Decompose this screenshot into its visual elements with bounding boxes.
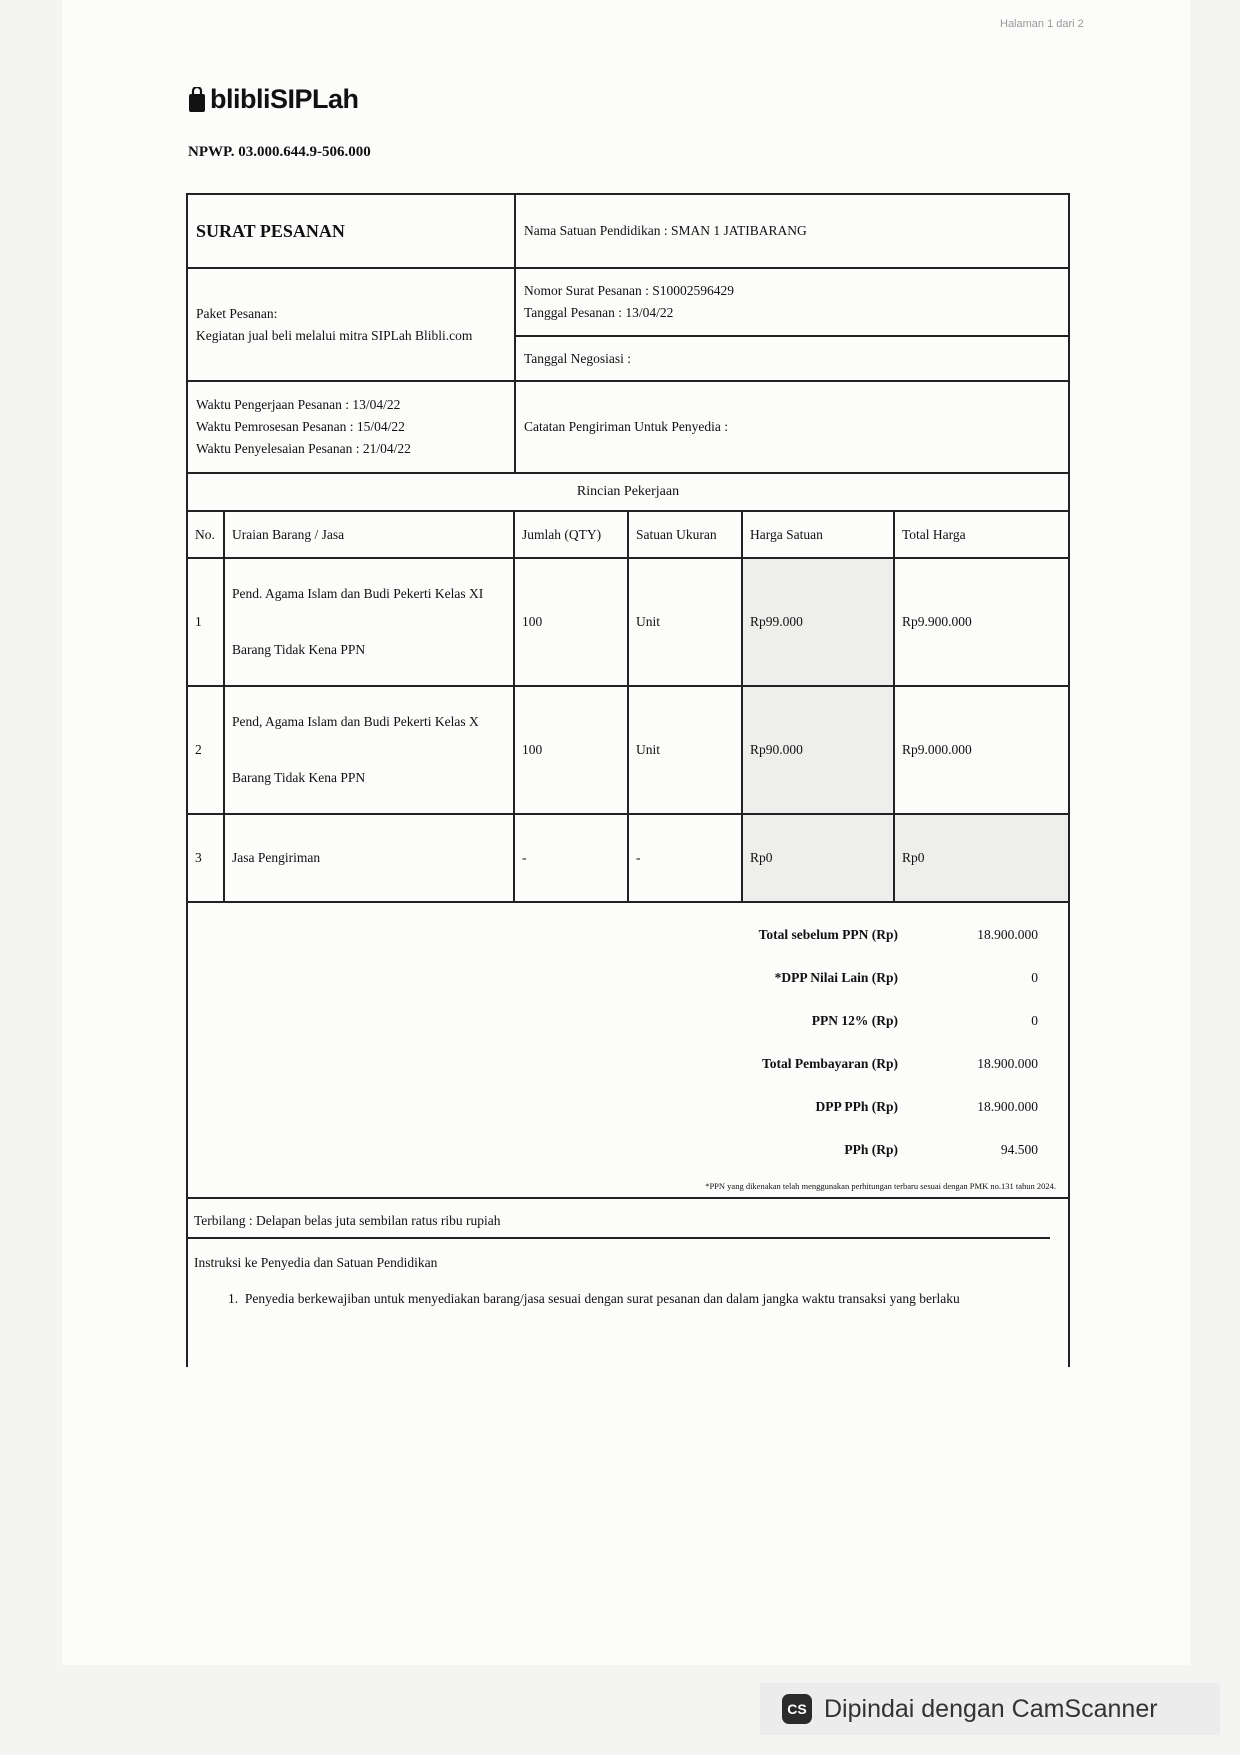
work-time: Waktu Pengerjaan Pesanan : 13/04/22	[196, 397, 401, 412]
item-name: Pend. Agama Islam dan Budi Pekerti Kelas XI	[232, 586, 484, 601]
col-no: No.	[188, 512, 224, 558]
item-unit: Unit	[628, 558, 742, 686]
school-name: Nama Satuan Pendidikan : SMAN 1 JATIBARANG	[524, 223, 807, 238]
total-before-ppn-row	[188, 913, 1068, 956]
item-qty: -	[514, 814, 628, 902]
page-number: Halaman 1 dari 2	[1000, 18, 1084, 30]
item-total: Rp9.900.000	[894, 558, 1068, 686]
dpp-pph-row	[188, 1085, 1068, 1128]
instructions-title: Instruksi ke Penyedia dan Satuan Pendidikan	[194, 1255, 438, 1270]
order-number: Nomor Surat Pesanan : S10002596429	[524, 283, 734, 298]
pph-value: 94.500	[1000, 1141, 1038, 1157]
dpp-pph-label: DPP PPh (Rp)	[815, 1098, 898, 1114]
camscanner-icon: CS	[782, 1694, 812, 1724]
timeline-info	[188, 382, 516, 472]
col-unit: Satuan Ukuran	[628, 512, 742, 558]
package-value: Kegiatan jual beli melalui mitra SIPLah Blibli.com	[196, 327, 473, 343]
dpp-row	[188, 956, 1068, 999]
item-qty: 100	[514, 686, 628, 814]
ppn-value: 0	[1031, 1012, 1038, 1028]
item-no: 2	[188, 686, 224, 814]
total-before-ppn-value: 18.900.000	[977, 926, 1038, 942]
negotiation-date: Tanggal Negosiasi :	[524, 350, 632, 366]
order-number-block	[516, 269, 1068, 337]
total-payment-row	[188, 1042, 1068, 1085]
timeline-row	[188, 382, 1068, 474]
shopping-bag-icon	[188, 87, 206, 113]
order-date: Tanggal Pesanan : 13/04/22	[524, 305, 674, 320]
total-before-ppn-label: Total sebelum PPN (Rp)	[758, 926, 898, 942]
item-tax-status: Barang Tidak Kena PPN	[232, 770, 366, 785]
item-price: Rp99.000	[742, 558, 894, 686]
table-row	[188, 686, 1068, 814]
item-unit: Unit	[628, 686, 742, 814]
blibli-siplah-logo	[188, 84, 359, 115]
processing-time: Waktu Pemrosesan Pesanan : 15/04/22	[196, 419, 405, 434]
dpp-value: 0	[1031, 969, 1038, 985]
item-description	[224, 814, 514, 902]
package-label: Paket Pesanan:	[196, 305, 278, 321]
order-info	[516, 269, 1068, 380]
table-row	[188, 814, 1068, 902]
table-row	[188, 558, 1068, 686]
item-tax-status: Barang Tidak Kena PPN	[232, 642, 366, 657]
table-header	[188, 512, 1068, 558]
item-description	[224, 686, 514, 814]
col-qty: Jumlah (QTY)	[514, 512, 628, 558]
camscanner-text: Dipindai dengan CamScanner	[824, 1694, 1158, 1723]
item-name: Jasa Pengiriman	[232, 850, 321, 865]
col-description: Uraian Barang / Jasa	[224, 512, 514, 558]
purchase-order-form	[186, 193, 1070, 1367]
ppn-label: PPN 12% (Rp)	[811, 1012, 898, 1028]
pph-label: PPh (Rp)	[844, 1141, 898, 1157]
instruction-item	[188, 1277, 1068, 1367]
col-price: Harga Satuan	[742, 512, 894, 558]
item-name: Pend, Agama Islam dan Budi Pekerti Kelas X	[232, 714, 479, 729]
totals-section	[188, 903, 1068, 1199]
shipping-note: Catatan Pengiriman Untuk Penyedia :	[524, 419, 728, 434]
item-qty: 100	[514, 558, 628, 686]
item-no: 3	[188, 814, 224, 902]
package-row	[188, 269, 1068, 382]
item-unit: -	[628, 814, 742, 902]
item-price: Rp90.000	[742, 686, 894, 814]
camscanner-watermark	[760, 1683, 1220, 1735]
total-payment-value: 18.900.000	[977, 1055, 1038, 1071]
ppn-footnote: *PPN yang dikenakan telah menggunakan perhitungan terbaru sesuai dengan PMK no.131 tahun 2024.	[705, 1181, 1056, 1191]
document-title: SURAT PESANAN	[188, 195, 516, 267]
items-table	[188, 512, 1068, 903]
dpp-label: *DPP Nilai Lain (Rp)	[774, 969, 898, 985]
ppn-row	[188, 999, 1068, 1042]
completion-time: Waktu Penyelesaian Pesanan : 21/04/22	[196, 441, 411, 456]
instruction-number: 1.	[228, 1291, 245, 1306]
item-no: 1	[188, 558, 224, 686]
item-total: Rp9.000.000	[894, 686, 1068, 814]
package-info	[188, 269, 516, 380]
col-total: Total Harga	[894, 512, 1068, 558]
instruction-text: Penyedia berkewajiban untuk menyediakan barang/jasa sesuai dengan surat pesanan dan dalam jangka waktu transaksi yang berlaku	[244, 1291, 960, 1306]
npwp: NPWP. 03.000.644.9-506.000	[188, 144, 371, 160]
details-title: Rincian Pekerjaan	[188, 474, 1068, 512]
header-row	[188, 195, 1068, 269]
logo-text: blibliSIPLah	[210, 84, 359, 114]
dpp-pph-value: 18.900.000	[977, 1098, 1038, 1114]
item-description	[224, 558, 514, 686]
pph-row	[188, 1128, 1068, 1171]
amount-in-words: Terbilang : Delapan belas juta sembilan ratus ribu rupiah	[188, 1199, 1050, 1239]
item-price: Rp0	[742, 814, 894, 902]
total-payment-label: Total Pembayaran (Rp)	[761, 1055, 898, 1071]
item-total: Rp0	[894, 814, 1068, 902]
